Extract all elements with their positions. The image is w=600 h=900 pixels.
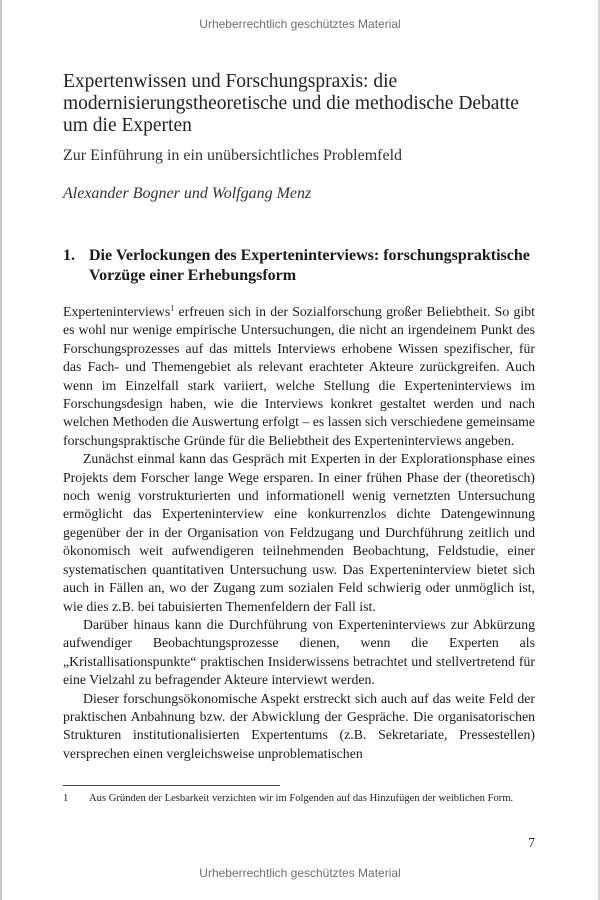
paragraph-4: Dieser forschungsökonomische Aspekt erstreckt sich auch auf das weite Feld der praktischen Anbahnung bzw. der Abwicklung der Gespräche. Die organisatorischen Strukturen institutionalisierten Expertentums (z.B. Sekretariate, Pressestellen) versprechen einen vergleichsweise unproblematischen xyxy=(63,690,535,761)
paragraph-1-rest: erfreuen sich in der Sozialforschung großer Beliebtheit. So gibt es wohl nur wenige empirische Untersuchungen, die nicht an irgendeinem Punkt des Forschungsprozesses auf das mittels Interviews erhobene Wissen spezifischer, für das Fach- und Themengebiet als relevant erachteter Akteure zurückgreifen. Auch wenn im Einzelfall stark variiert, welche Stellung die Experteninterviews im Forschungsdesign haben, wie die Interviews konkret gestaltet werden und nach welchen Methoden die Auswertung erfolgt – es lassen sich verschiedene gemeinsame forschungspraktische Gründe für die Beliebtheit des Experteninterviews angeben. xyxy=(63,304,536,448)
copyright-watermark-top: Urheberrechtlich geschütztes Material xyxy=(199,17,401,31)
section-title: Die Verlockungen des Experteninterviews: forschungspraktische Vorzüge einer Erhebungsform xyxy=(89,247,530,284)
footnote xyxy=(63,792,535,806)
chapter-subtitle: Zur Einführung in ein unübersichtliches Problemfeld xyxy=(63,147,403,164)
chapter-authors: Alexander Bogner und Wolfgang Menz xyxy=(63,185,312,202)
footnote-mark: 1 xyxy=(63,793,69,804)
page-edge-left xyxy=(0,0,2,900)
page-number: 7 xyxy=(528,835,535,850)
footnote-text: Aus Gründen der Lesbarkeit verzichten wir im Folgenden auf das Hinzufügen der weiblichen Form. xyxy=(89,793,514,804)
paragraph-3: Darüber hinaus kann die Durchführung von Experteninterviews zur Abkürzung aufwendiger Beobachtungsprozesse dienen, wenn die Experten als „Kristallisationspunkte“ praktischen Insiderwissens betrachtet und stellvertretend für eine Vielzahl zu befragender Akteure interviewt werden. xyxy=(63,616,535,688)
paragraph-1 xyxy=(63,303,535,450)
footnote-divider xyxy=(63,785,280,786)
section-number: 1. xyxy=(63,247,75,264)
chapter-title: Expertenwissen und Forschungspraxis: die modernisierungstheoretische und die methodische Debatte um die Experten xyxy=(63,71,519,136)
paragraph-2: Zunächst einmal kann das Gespräch mit Experten in der Explorationsphase eines Projekts dem Forscher lange Wege ersparen. In einer frühen Phase der (theoretisch) noch wenig vorstrukturierten und informationell wenig vernetzten Untersuchung ermöglicht das Experteninterview eine konkurrenzlos dichte Datengewinnung gegenüber der in der Organisation von Feldzugang und Durchführung zeitlich und ökonomisch weit aufwendigeren teilnehmenden Beobachtung, Feldstudie, einer systematischen quantitativen Untersuchung usw. Das Experteninterview bietet sich auch in Fällen an, wo der Zugang zum sozialen Feld schwierig oder unmöglich ist, wie dies z.B. bei tabuisierten Themenfeldern der Fall ist. xyxy=(63,451,535,614)
footnote-reference: 1 xyxy=(170,303,175,313)
paragraph-1-lead: Experteninterviews xyxy=(63,304,171,319)
copyright-watermark-bottom: Urheberrechtlich geschütztes Material xyxy=(199,866,401,880)
section-heading xyxy=(63,246,543,286)
body-text xyxy=(63,303,535,763)
